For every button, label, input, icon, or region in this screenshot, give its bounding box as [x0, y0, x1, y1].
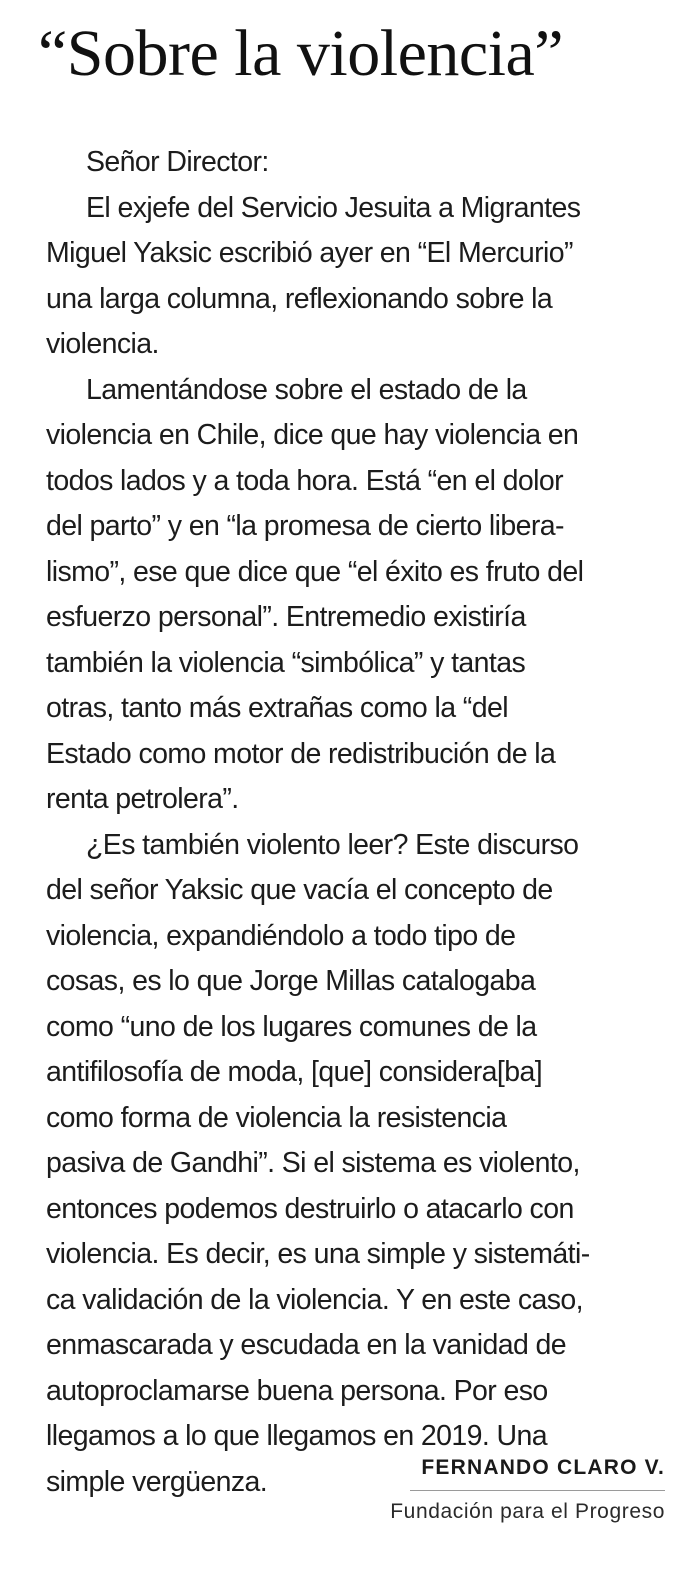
paragraph-3-line: enmascarada y escudada en la vanidad de: [46, 1329, 567, 1361]
author-affiliation: Fundación para el Progreso: [390, 1500, 665, 1523]
paragraph-2-line: esfuerzo personal”. Entremedio existiría: [46, 601, 526, 633]
paragraph-2-line: del parto” y en “la promesa de cierto libera-: [46, 510, 564, 542]
author-name: FERNANDO CLARO V.: [421, 1456, 665, 1479]
paragraph-1-line: El exjefe del Servicio Jesuita a Migrantes: [86, 191, 581, 224]
paragraph-1-line: violencia.: [46, 328, 159, 360]
paragraph-2-line: también la violencia “simbólica” y tantas: [46, 646, 526, 679]
paragraph-3-line: pasiva de Gandhi”. Si el sistema es violento,: [46, 1147, 580, 1179]
headline: “Sobre la violencia”: [38, 17, 564, 90]
paragraph-3-line: violencia, expandiéndolo a todo tipo de: [46, 919, 516, 952]
salutation-line: Señor Director:: [86, 146, 269, 178]
paragraph-3-line: autoproclamarse buena persona. Por eso: [46, 1374, 548, 1407]
paragraph-3-line: ¿Es también violento leer? Este discurso: [86, 828, 579, 861]
paragraph-3-line: ca validación de la violencia. Y en este caso,: [46, 1283, 583, 1316]
paragraph-2-line: lismo”, ese que dice que “el éxito es fruto del: [46, 555, 584, 588]
paragraph-2-line: renta petrolera”.: [46, 783, 239, 815]
paragraph-2-line: Lamentándose sobre el estado de la: [86, 373, 527, 406]
paragraph-3-line: antifilosofía de moda, [que] considera[ba]: [46, 1056, 543, 1088]
paragraph-3-line: llegamos a lo que llegamos en 2019. Una: [46, 1420, 548, 1452]
paragraph-2-line: todos lados y a toda hora. Está “en el dolor: [46, 464, 564, 497]
paragraph-3-line: como “uno de los lugares comunes de la: [46, 1010, 537, 1043]
paragraph-3-line: como forma de violencia la resistencia: [46, 1101, 507, 1134]
signature-divider: [410, 1490, 665, 1491]
letter-body: [46, 140, 666, 1505]
paragraph-1-line: Miguel Yaksic escribió ayer en “El Mercurio”: [46, 237, 573, 269]
signature: [421, 1453, 665, 1483]
paragraph-3-line: simple vergüenza.: [46, 1465, 268, 1498]
paragraph-2-line: violencia en Chile, dice que hay violencia en: [46, 419, 579, 451]
paragraph-3-line: violencia. Es decir, es una simple y sistemáti-: [46, 1238, 590, 1270]
paragraph-1-line: una larga columna, reflexionando sobre la: [46, 282, 553, 315]
paragraph-3-line: cosas, es lo que Jorge Millas catalogaba: [46, 965, 536, 997]
paragraph-3-line: entonces podemos destruirlo o atacarlo con: [46, 1192, 574, 1225]
paragraph-2-line: otras, tanto más extrañas como la “del: [46, 692, 508, 724]
paragraph-2-line: Estado como motor de redistribución de la: [46, 737, 556, 770]
paragraph-3-line: del señor Yaksic que vacía el concepto de: [46, 874, 553, 906]
